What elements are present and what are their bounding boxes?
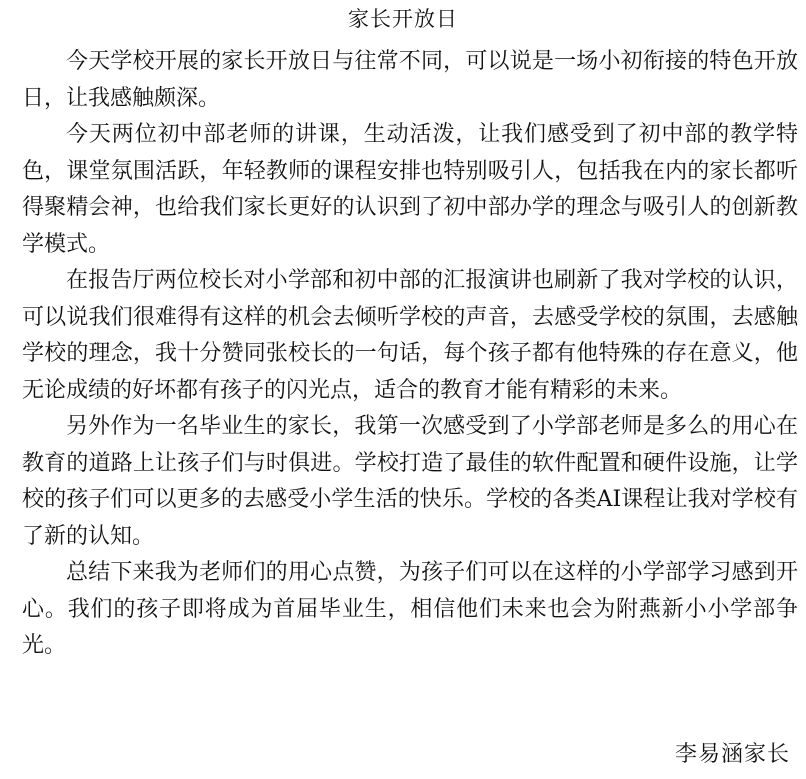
paragraph-1: 今天学校开展的家长开放日与往常不同，可以说是一场小初衔接的特色开放日，让我感触颇深。	[22, 49, 798, 111]
paragraph-3: 在报告厅两位校长对小学部和初中部的汇报演讲也刷新了我对学校的认识，可以说我们很难得有这样的机会去倾听学校的声音，去感受学校的氛围，去感触学校的理念，我十分赞同张校长的一句话，每个孩子都有他特殊的存在意义，他无论成绩的好坏都有孩子的闪光点，适合的教育才能有精彩的未来。	[22, 268, 798, 403]
paragraph-2: 今天两位初中部老师的讲课，生动活泼，让我们感受到了初中部的教学特色，课堂氛围活跃，年轻教师的课程安排也特别吸引人，包括我在内的家长都听得聚精会神，也给我们家长更好的认识到了初中部办学的理念与吸引人的创新教学模式。	[22, 122, 798, 257]
paragraph-4: 另外作为一名毕业生的家长，我第一次感受到了小学部老师是多么的用心在教育的道路上让孩子们与时俱进。学校打造了最佳的软件配置和硬件设施，让学校的孩子们可以更多的去感受小学生活的快乐。学校的各类AI课程让我对学校有了新的认知。	[22, 414, 798, 549]
paragraph-5: 总结下来我为老师们的用心点赞，为孩子们可以在这样的小学部学习感到开心。我们的孩子即将成为首届毕业生，相信他们未来也会为附燕新小小学部争光。	[22, 560, 798, 658]
document-title: 家长开放日	[348, 7, 458, 31]
signature: 李易涵家长	[674, 742, 790, 767]
document-body	[22, 44, 798, 665]
